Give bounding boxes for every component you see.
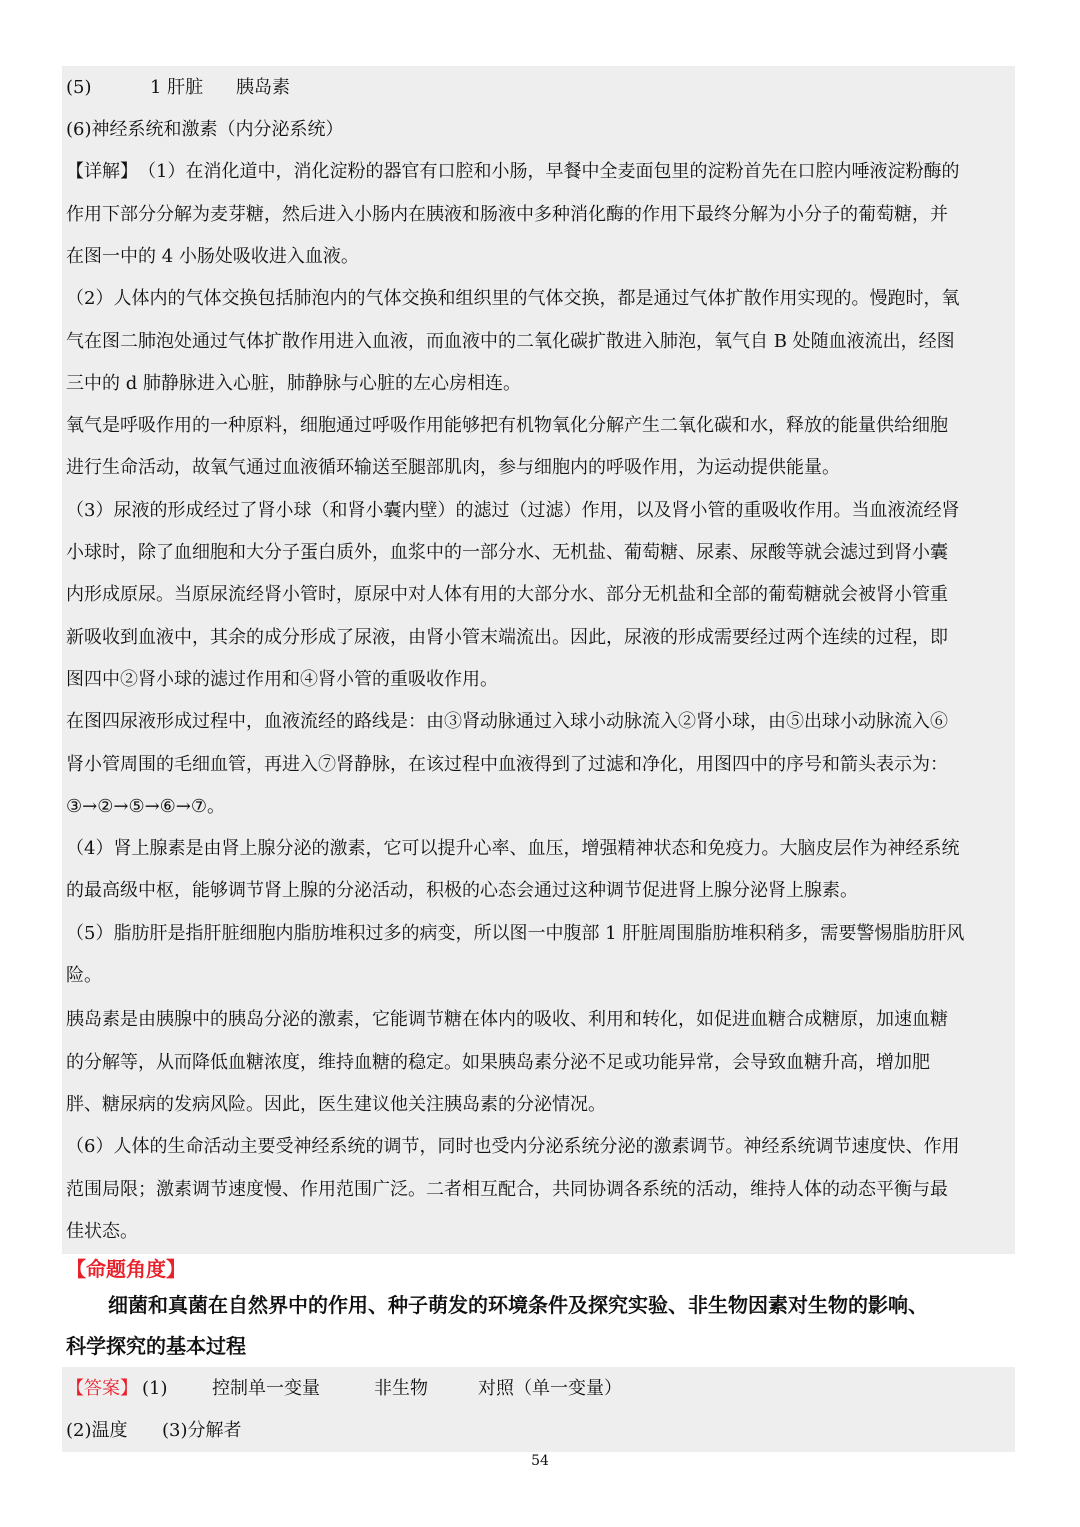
proposition-heading: 【命题角度】 [66,1257,186,1281]
explanation-line: 佳状态。 [66,1221,138,1242]
explanation-line: 的最高级中枢，能够调节肾上腺的分泌活动，积极的心态会通过这种调节促进肾上腺分泌肾上腺素。 [66,880,858,901]
proposition-topic-line1: 细菌和真菌在自然界中的作用、种子萌发的环境条件及探究实验、非生物因素对生物的影响、 [108,1293,928,1317]
explanation-line: 三中的 d 肺静脉进入心脏，肺静脉与心脏的左心房相连。 [66,373,521,394]
answer-q5-label: (5) [66,77,92,98]
explanation-line: 的分解等，从而降低血糖浓度，维持血糖的稳定。如果胰岛素分泌不足或功能异常，会导致血糖升高，增加肥 [66,1052,930,1073]
answer-q6: (6)神经系统和激素（内分泌系统） [66,119,344,140]
answer-q1-c: 对照（单一变量） [478,1378,622,1399]
explanation-line: 内形成原尿。当原尿流经肾小管时，原尿中对人体有用的大部分水、部分无机盐和全部的葡萄糖就会被肾小管重 [66,584,948,605]
explanation-line: （2）人体内的气体交换包括肺泡内的气体交换和组织里的气体交换，都是通过气体扩散作用实现的。慢跑时，氧 [66,288,960,309]
explanation-line: 在图一中的 4 小肠处吸收进入血液。 [66,246,359,267]
explanation-line: （4）肾上腺素是由肾上腺分泌的激素，它可以提升心率、血压，增强精神状态和免疫力。大脑皮层作为神经系统 [66,838,960,859]
explanation-line: 胰岛素是由胰腺中的胰岛分泌的激素，它能调节糖在体内的吸收、利用和转化，如促进血糖合成糖原，加速血糖 [66,1009,948,1030]
explanation-line: 气在图二肺泡处通过气体扩散作用进入血液，而血液中的二氧化碳扩散进入肺泡，氧气自 B 处随血液流出，经图 [66,331,955,352]
answer-q3: (3)分解者 [162,1420,242,1441]
explanation-line: 在图四尿液形成过程中，血液流经的路线是：由③肾动脉通过入球小动脉流入②肾小球，由⑤出球小动脉流入⑥ [66,711,948,732]
answer-q5-b: 胰岛素 [236,77,290,98]
explanation-label: 【详解】 [66,161,138,182]
answer-q1-label: (1) [142,1378,168,1399]
answer-q5-a: 1 肝脏 [150,77,204,98]
answer-q1-b: 非生物 [374,1378,428,1399]
explanation-line: （3）尿液的形成经过了肾小球（和肾小囊内壁）的滤过（过滤）作用，以及肾小管的重吸收作用。当血液流经肾 [66,500,960,521]
explanation-line: 范围局限；激素调节速度慢、作用范围广泛。二者相互配合，共同协调各系统的活动，维持人体的动态平衡与最 [66,1179,948,1200]
explanation-line: 作用下部分分解为麦芽糖，然后进入小肠内在胰液和肠液中多种消化酶的作用下最终分解为小分子的葡萄糖，并 [66,204,948,225]
explanation-line: 图四中②肾小球的滤过作用和④肾小管的重吸收作用。 [66,669,498,690]
explanation-line: 小球时，除了血细胞和大分子蛋白质外，血浆中的一部分水、无机盐、葡萄糖、尿素、尿酸等就会滤过到肾小囊 [66,542,948,563]
explanation-line: （6）人体的生命活动主要受神经系统的调节，同时也受内分泌系统分泌的激素调节。神经系统调节速度快、作用 [66,1136,960,1157]
page-number: 54 [531,1453,549,1469]
proposition-topic-line2: 科学探究的基本过程 [66,1334,246,1358]
explanation-line: ③→②→⑤→⑥→⑦。 [66,796,226,817]
explanation-line: 进行生命活动，故氧气通过血液循环输送至腿部肌肉，参与细胞内的呼吸作用，为运动提供能量。 [66,457,840,478]
answer-q1-a: 控制单一变量 [212,1378,320,1399]
answer-explanation-block [62,66,1015,1254]
explanation-line: 氧气是呼吸作用的一种原料，细胞通过呼吸作用能够把有机物氧化分解产生二氧化碳和水，释放的能量供给细胞 [66,415,948,436]
explanation-line: （5）脂肪肝是指肝脏细胞内脂肪堆积过多的病变，所以图一中腹部 1 肝脏周围脂肪堆积稍多，需要警惕脂肪肝风 [66,923,965,944]
explanation-line: 肾小管周围的毛细血管，再进入⑦肾静脉，在该过程中血液得到了过滤和净化，用图四中的序号和箭头表示为： [66,754,948,775]
explanation-line: 胖、糖尿病的发病风险。因此，医生建议他关注胰岛素的分泌情况。 [66,1094,606,1115]
explanation-line: 新吸收到血液中，其余的成分形成了尿液，由肾小管末端流出。因此，尿液的形成需要经过两个连续的过程，即 [66,627,948,648]
explanation-line: 险。 [66,965,102,986]
answer-label: 【答案】 [66,1378,138,1399]
answer-q2: (2)温度 [66,1420,128,1441]
